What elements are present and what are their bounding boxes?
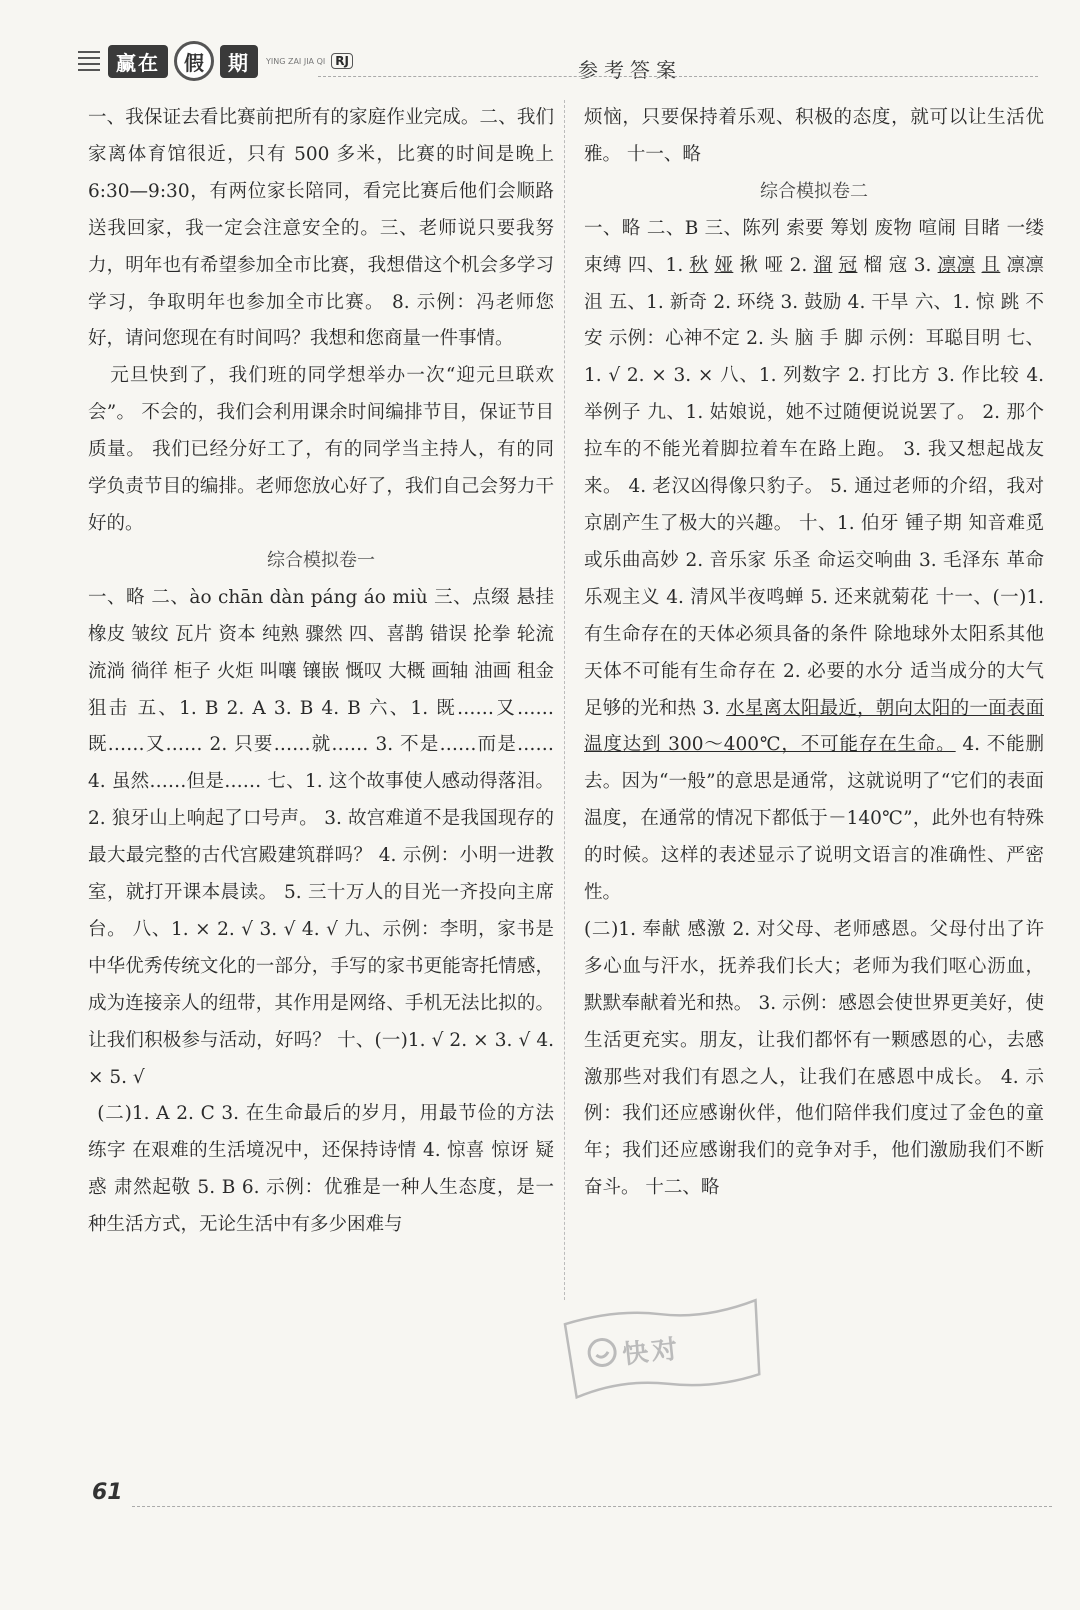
answer-text: 4. 不能删去。因为“一般”的意思是通常，这就说明了“它们的表面温度，在通常的情况下都低于－140℃”，此外也有特殊的时候。这样的表述显示了说明文语言的准确性、严密性。 [584, 734, 1045, 904]
edition-badge: RJ [331, 53, 353, 69]
answer-text: 榴 寇 3. [857, 254, 938, 276]
watermark-stamp [556, 1289, 773, 1406]
section-heading: 综合模拟卷一 [267, 549, 375, 571]
underlined-answer: 水星离太阳最近，朝向太阳的一面表面温度达到 300～400℃，不可能存在生命。 [584, 697, 1044, 756]
answer-text: 凛凛 沮 五、1. 新奇 2. 环绕 3. 鼓励 4. 干旱 六、1. 惊 跳 不 安 示例：心神不定 2. 头 脑 手 脚 示例：耳聪目明 七、1. √ 2. × 3. × 八、1. 列数字 2. 打比方 3. 作比较 4. 举例子 九、1. 姑娘说，她不过随便说说罢了。 2. 那个拉车的不能光着脚拉着车在路上跑。 3. 我又想起战友来。 4. 老汉凶得像只豹子。 5. 通过老师的介绍，我对京剧产生了极大的兴趣。 十、1. 伯牙 锺子期 知音难觅或乐曲高妙 2. 音乐家 乐圣 命运交响曲 3. 毛泽东 革命乐观主义 4. 清风半夜鸣蝉 5. 还来就菊花 十一、(一)1. 有生命存在的天体必须具备的条件 除地球外太阳系其他天体不可能有生命存在 2. 必要的水分 适当成分的大气 足够的光和热 3. [584, 254, 1044, 719]
page-title: 参考答案 [578, 58, 682, 82]
stamp-text: 快对 [620, 1334, 682, 1371]
answer-text: 揪 哑 2. [733, 254, 814, 276]
underlined-answer: 秋 [689, 254, 709, 276]
page-header [88, 42, 1048, 86]
page-number: 61 [92, 1480, 123, 1505]
answer-paragraph: (二)1. 奉献 感激 2. 对父母、老师感恩。父母付出了许多心血与汗水，抚养我们长大；老师为我们呕心沥血，默默奉献着光和热。 3. 示例：感恩会使世界更美好，使生活更充实。朋友，让我们都怀有一颗感恩的心，去感激那些对我们有恩之人，让我们在感恩中成长。 4. 示例：我们还应感谢伙伴，他们陪伴我们度过了金色的童年；我们还应感谢我们的竞争对手，他们激励我们不断奋斗。 十二、略 [584, 918, 1044, 1199]
answer-paragraph: 烦恼，只要保持着乐观、积极的态度，就可以让生活优雅。 十一、略 [584, 107, 1044, 165]
underlined-answer: 凛凛 [937, 254, 976, 276]
column-divider [564, 100, 565, 1300]
answer-paragraph: 元旦快到了，我们班的同学想举办一次“迎元旦联欢会”。 不会的，我们会利用课余时间编排节目，保证节目质量。 我们已经分好工了，有的同学当主持人，有的同学负责节目的编排。老师您放心好了，我们自己会努力干好的。 [88, 365, 554, 534]
answer-text: 一、略 二、B 三、陈列 索要 筹划 废物 喧闹 目睹 一缕 束缚 四、1. [584, 217, 1044, 276]
header-divider [318, 76, 1038, 77]
brand-logo [108, 44, 353, 78]
brand-text-c: 期 [220, 45, 258, 78]
brand-subtitle: YING ZAI JIA QI [266, 56, 326, 66]
footer-divider [132, 1506, 1052, 1507]
section-heading: 综合模拟卷二 [760, 180, 868, 202]
answer-paragraph [584, 211, 1044, 912]
answer-paragraph: 一、我保证去看比赛前把所有的家庭作业完成。二、我们家离体育馆很近，只有 500 多米，比赛的时间是晚上 6:30—9:30，有两位家长陪同，看完比赛后他们会顺路送我回家，我一定会注意安全的。三、老师说只要我努力，明年也有希望参加全市比赛，我想借这个机会多学习学习，争取明年也参加全市比赛。 8. 示例：冯老师您好，请问您现在有时间吗？我想和您商量一件事情。 [88, 107, 554, 350]
underlined-answer: 娅 [714, 254, 734, 276]
right-column [584, 100, 1044, 1207]
brand-text-a: 赢在 [108, 45, 168, 78]
underlined-answer: 溜 [813, 254, 833, 276]
stripes-decoration-icon [78, 48, 102, 78]
underlined-answer: 冠 [838, 254, 858, 276]
answer-paragraph: 一、略 二、ào chān dàn páng áo miù 三、点缀 悬挂 橡皮 皱纹 瓦片 资本 纯熟 骤然 四、喜鹊 错误 抡拳 轮流 流淌 徜徉 柜子 火炬 叫嚷 镶嵌 慨叹 大概 画轴 油画 租金 狙击 五、1. B 2. A 3. B 4. B 六、1. 既……又…… 既……又…… 2. 只要……就…… 3. 不是……而是…… 4. 虽然……但是…… 七、1. 这个故事使人感动得落泪。 2. 狼牙山上响起了口号声。 3. 故宫难道不是我国现存的最大最完整的古代宫殿建筑群吗？ 4. 示例：小明一进教室，就打开课本晨读。 5. 三十万人的目光一齐投向主席台。 八、1. × 2. √ 3. √ 4. √ 九、示例：李明，家书是中华优秀传统文化的一部分，手写的家书更能寄托情感，成为连接亲人的纽带，其作用是网络、手机无法比拟的。让我们积极参与活动，好吗？ 十、(一)1. √ 2. × 3. √ 4. × 5. √ [88, 586, 554, 1088]
answer-paragraph: (二)1. A 2. C 3. 在生命最后的岁月，用最节俭的方法练字 在艰难的生活境况中，还保持诗情 4. 惊喜 惊讶 疑惑 肃然起敬 5. B 6. 示例：优雅是一种人生态度，是一种生活方式，无论生活中有多少困难与 [88, 1103, 554, 1236]
underlined-answer: 且 [981, 254, 1001, 276]
brand-text-b: 假 [174, 41, 214, 81]
left-column [88, 100, 554, 1244]
